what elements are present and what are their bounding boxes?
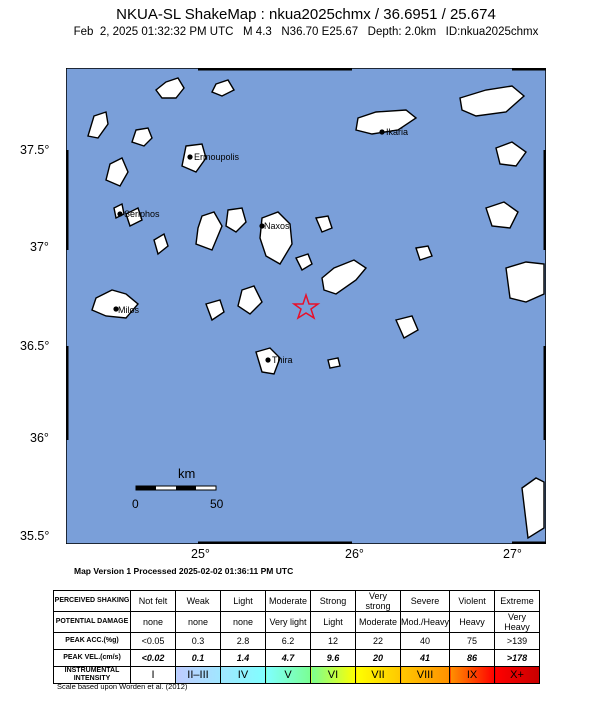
lat-label: 36.5° — [20, 339, 50, 353]
scale-end: 50 — [210, 497, 224, 511]
legend-cell: 12 — [311, 633, 356, 650]
legend-cell: 41 — [401, 650, 450, 667]
legend-cell: V — [266, 667, 311, 684]
legend-cell: 20 — [356, 650, 401, 667]
legend-cell: 22 — [356, 633, 401, 650]
legend-cell: Moderate — [356, 612, 401, 633]
scale-note: Scale based upon Worden et al. (2012) — [57, 682, 188, 691]
place-label-thira: Thira — [272, 355, 293, 365]
place-marker-thira — [265, 357, 270, 362]
legend-cell: 2.8 — [221, 633, 266, 650]
legend-cell: Heavy — [450, 612, 495, 633]
place-label-naxos: Naxos — [264, 221, 290, 231]
lon-label: 25° — [191, 547, 210, 561]
scale-start: 0 — [132, 497, 139, 511]
processed-info: Map Version 1 Processed 2025-02-02 01:36:11 PM UTC — [74, 566, 294, 576]
legend-cell: >178 — [495, 650, 540, 667]
place-marker-ikaria — [379, 129, 384, 134]
legend-row-head: PEAK VEL.(cm/s) — [54, 650, 131, 667]
legend-cell: Severe — [401, 591, 450, 612]
lon-label: 27° — [503, 547, 522, 561]
shakemap — [66, 68, 546, 544]
legend-cell: none — [176, 612, 221, 633]
island — [506, 262, 544, 302]
legend-cell: Not felt — [131, 591, 176, 612]
legend-cell: Light — [221, 591, 266, 612]
lat-label: 37° — [30, 240, 49, 254]
legend-cell: Very light — [266, 612, 311, 633]
legend-cell: Light — [311, 612, 356, 633]
legend-cell: Extreme — [495, 591, 540, 612]
legend-cell: none — [221, 612, 266, 633]
legend-cell: 86 — [450, 650, 495, 667]
place-marker-ermoupolis — [187, 154, 192, 159]
event-info: Feb 2, 2025 01:32:32 PM UTC M 4.3 N36.70 E25.67 Depth: 2.0km ID:nkua2025chmx — [73, 26, 539, 38]
legend-cell: 4.7 — [266, 650, 311, 667]
legend-cell: <0.02 — [131, 650, 176, 667]
legend-cell: X+ — [495, 667, 540, 684]
legend-cell: 0.1 — [176, 650, 221, 667]
legend-cell: 9.6 — [311, 650, 356, 667]
intensity-legend — [53, 590, 540, 684]
lat-label: 35.5° — [20, 529, 50, 543]
legend-cell: Very Heavy — [495, 612, 540, 633]
legend-row-head: PEAK ACC.(%g) — [54, 633, 131, 650]
place-label-milos: Milos — [118, 305, 140, 315]
legend-cell: Mod./Heavy — [401, 612, 450, 633]
lat-label: 37.5° — [20, 143, 50, 157]
place-label-seriphos: Seriphos — [124, 209, 160, 219]
legend-cell: 1.4 — [221, 650, 266, 667]
place-marker-seriphos — [117, 211, 122, 216]
island — [328, 358, 340, 368]
legend-cell: 75 — [450, 633, 495, 650]
place-label-ikaria: Ikaria — [386, 127, 409, 137]
lon-label: 26° — [345, 547, 364, 561]
legend-cell: Moderate — [266, 591, 311, 612]
legend-cell: II–III — [176, 667, 221, 684]
legend-cell: 40 — [401, 633, 450, 650]
legend-cell: Very strong — [356, 591, 401, 612]
legend-cell: none — [131, 612, 176, 633]
legend-cell: IV — [221, 667, 266, 684]
lat-label: 36° — [30, 431, 49, 445]
legend-cell: IX — [450, 667, 495, 684]
place-label-ermoupolis: Ermoupolis — [194, 152, 240, 162]
legend-cell: VI — [311, 667, 356, 684]
legend-cell: 6.2 — [266, 633, 311, 650]
legend-cell: >139 — [495, 633, 540, 650]
legend-row-head: INSTRUMENTAL INTENSITY — [54, 667, 131, 684]
legend-cell: VIII — [401, 667, 450, 684]
map-title: NKUA-SL ShakeMap : nkua2025chmx / 36.6951 / 25.674 — [116, 6, 496, 23]
legend-cell: <0.05 — [131, 633, 176, 650]
legend-row-head: POTENTIAL DAMAGE — [54, 612, 131, 633]
legend-cell: Strong — [311, 591, 356, 612]
legend-cell: 0.3 — [176, 633, 221, 650]
scale-unit: km — [178, 466, 196, 481]
legend-cell: VII — [356, 667, 401, 684]
legend-row-head: PERCEIVED SHAKING — [54, 591, 131, 612]
legend-cell: Weak — [176, 591, 221, 612]
legend-cell: I — [131, 667, 176, 684]
legend-cell: Violent — [450, 591, 495, 612]
